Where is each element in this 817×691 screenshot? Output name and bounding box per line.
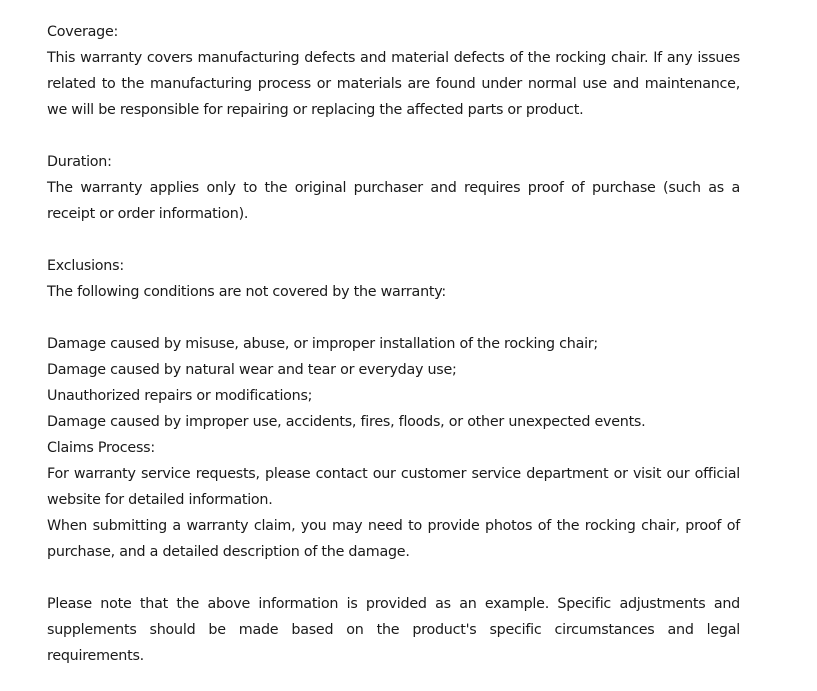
exclusion-item: Damage caused by improper use, accidents, fires, floods, or other unexpected events. bbox=[47, 414, 646, 430]
exclusion-item: Unauthorized repairs or modifications; bbox=[47, 388, 313, 404]
claims-heading: Claims Process: bbox=[47, 440, 155, 456]
exclusions-intro: The following conditions are not covered by the warranty: bbox=[47, 284, 446, 300]
claims-text-1: For warranty service requests, please contact our customer service department or visit our official website for detailed information. bbox=[47, 466, 740, 508]
warranty-document bbox=[47, 19, 740, 669]
spacer bbox=[47, 123, 740, 149]
claims-text-2: When submitting a warranty claim, you may need to provide photos of the rocking chair, proof of purchase, and a detailed description of the damage. bbox=[47, 518, 740, 560]
duration-heading: Duration: bbox=[47, 154, 112, 170]
duration-text: The warranty applies only to the original purchaser and requires proof of purchase (such as a receipt or order information). bbox=[47, 180, 740, 222]
spacer bbox=[47, 565, 740, 591]
spacer bbox=[47, 305, 740, 331]
exclusion-item: Damage caused by misuse, abuse, or improper installation of the rocking chair; bbox=[47, 336, 598, 352]
note-text: Please note that the above information is provided as an example. Specific adjustments and supplements should be made based on the product's specific circumstances and legal requirements. bbox=[47, 596, 740, 664]
exclusions-heading: Exclusions: bbox=[47, 258, 124, 274]
coverage-heading: Coverage: bbox=[47, 24, 119, 40]
spacer bbox=[47, 227, 740, 253]
exclusion-item: Damage caused by natural wear and tear or everyday use; bbox=[47, 362, 457, 378]
coverage-text: This warranty covers manufacturing defects and material defects of the rocking chair. If any issues related to the manufacturing process or materials are found under normal use and maintenance, we will be responsible for repairing or replacing the affected parts or product. bbox=[47, 50, 740, 118]
